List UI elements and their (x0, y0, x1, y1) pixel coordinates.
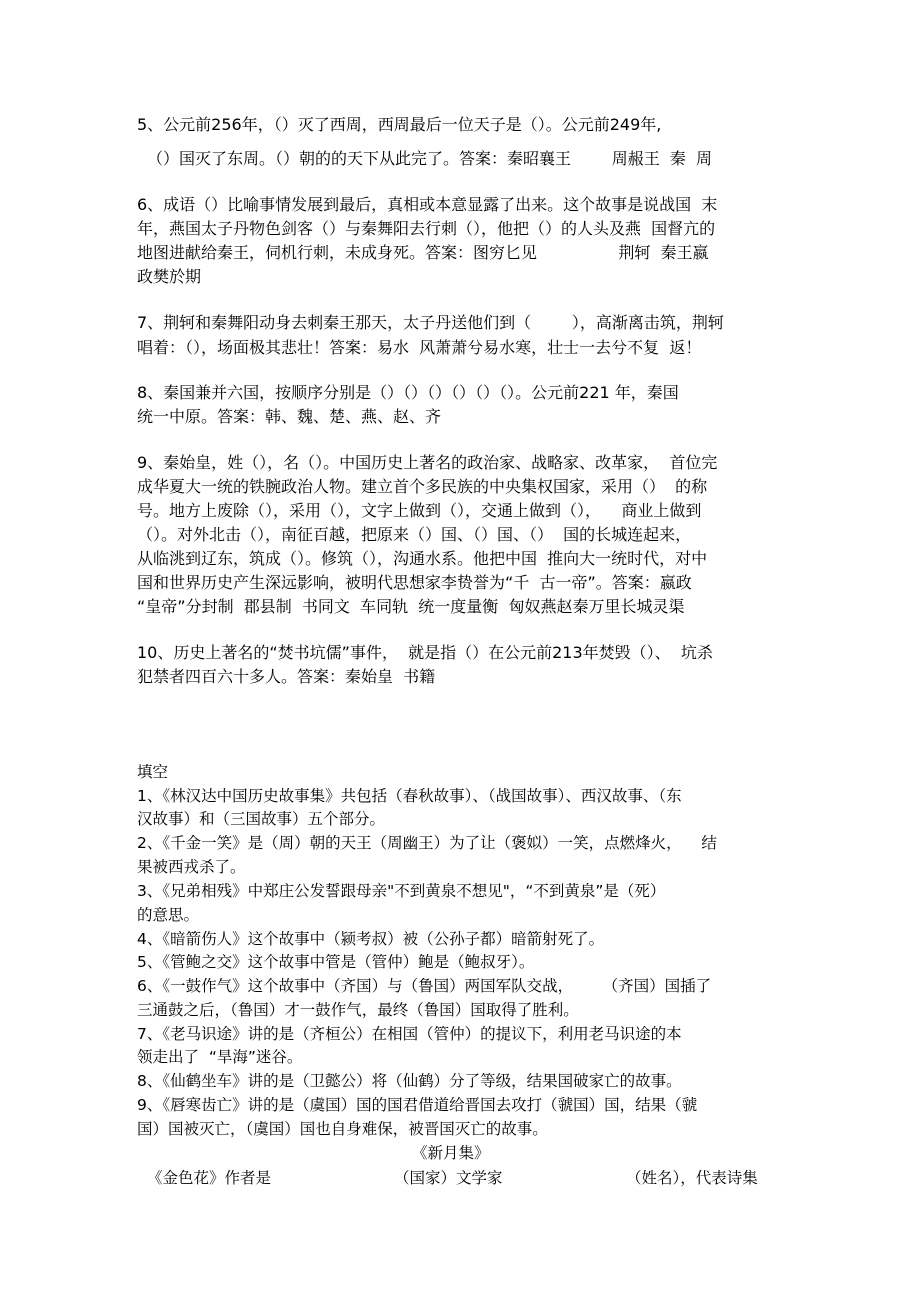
fill-line-5: 3、《兄弟相残》中郑庄公发誓跟母亲"不到黄泉不想见"，“不到黄泉”是（死） (137, 882, 666, 900)
q10-line-2: 犯禁者四百六十多人。答案：秦始皇 书籍 (137, 667, 436, 686)
q9-line-1: 9、秦始皇，姓（），名（）。中国历史上著名的政治家、战略家、改革家， 首位完 (137, 453, 718, 472)
q8-line-1: 8、秦国兼并六国，按顺序分别是（）（）（）（）（）（）。公元前221 年，秦国 (137, 383, 679, 402)
fill-line-13: 8、《仙鹤坐车》讲的是（卫懿公）将（仙鹤）分了等级，结果国破家亡的故事。 (137, 1072, 682, 1090)
last-line-part-2: （国家）文学家 (394, 1169, 503, 1187)
last-line-part-3: （姓名），代表诗集 (626, 1169, 758, 1187)
q6-line-2: 年，燕国太子丹物色剑客（）与秦舞阳去行刺（），他把（）的人头及燕 国督亢的 (137, 219, 716, 238)
q9-line-6: 国和世界历史产生深远影响，被明代思想家李贽誉为“千 古一帝”。答案：嬴政 (137, 573, 692, 592)
fill-line-8: 5、《管鲍之交》这个故事中管是（管仲）鲍是（鲍叔牙）。 (137, 953, 535, 971)
last-line-part-1: 《金色花》作者是 (147, 1169, 272, 1187)
fill-line-2: 汉故事）和（三国故事）五个部分。 (137, 810, 386, 828)
fill-line-3: 2、《千金一笑》是（周）朝的天王（周幽王）为了让（褒姒）一笑，点燃烽火， 结 (137, 834, 717, 852)
fill-line-11: 7、《老马识途》讲的是（齐桓公）在相国（管仲）的提议下，利用老马识途的本 (137, 1025, 682, 1043)
fill-line-4: 果被西戎杀了。 (137, 858, 246, 876)
centered-title: 《新月集》 (412, 1144, 490, 1162)
q6-line-3: 地图进献给秦王，伺机行刺，未成身死。答案：图穷匕见 荆轲 秦王嬴 (137, 243, 709, 262)
q6-line-4: 政樊於期 (137, 267, 202, 286)
q10-line-1: 10、历史上著名的“焚书坑儒”事件， 就是指（）在公元前213年焚毁（）、 坑杀 (137, 643, 713, 662)
q7-line-2: 唱着：（），场面极其悲壮！答案：易水 风萧萧兮易水寒，壮士一去兮不复 返！ (137, 338, 702, 357)
q9-line-7: “皇帝”分封制 郡县制 书同文 车同轨 统一度量衡 匈奴燕赵秦万里长城灵渠 (137, 597, 685, 616)
fill-line-12: 领走出了 “旱海”迷谷。 (137, 1048, 303, 1066)
q9-line-5: 从临洮到辽东，筑成（）。修筑（），沟通水系。他把中国 推向大一统时代，对中 (137, 549, 708, 568)
q7-line-1: 7、荆轲和秦舞阳动身去刺秦王那天，太子丹送他们到（ ），高渐离击筑，荆轲 (137, 313, 724, 332)
fill-line-15: 国）国被灭亡，（虞国）国也自身难保，被晋国灭亡的故事。 (137, 1120, 548, 1138)
q9-line-4: （）。对外北击（），南征百越，把原来（）国、（）国、（） 国的长城连起来， (137, 525, 692, 544)
fill-line-1: 1、《林汉达中国历史故事集》共包括（春秋故事）、（战国故事）、西汉故事、（东 (137, 787, 682, 805)
q5-line-1: 5、公元前256年，（）灭了西周，西周最后一位天子是（）。公元前249年, (137, 115, 662, 134)
fill-line-14: 9、《唇寒齿亡》讲的是（虞国）国的国君借道给晋国去攻打（虢国）国，结果（虢 (137, 1096, 698, 1114)
section-heading: 填空 (137, 763, 169, 781)
fill-line-6: 的意思。 (137, 906, 200, 924)
q5-line-2: （）国灭了东周。（）朝的的天下从此完了。答案：秦昭襄王 周赧王 秦 周 (147, 149, 713, 168)
fill-line-7: 4、《暗箭伤人》这个故事中（颍考叔）被（公孙子都）暗箭射死了。 (137, 930, 605, 948)
q9-line-3: 号。地方上废除（），采用（），文字上做到（），交通上做到（）， 商业上做到 (137, 501, 702, 520)
fill-line-10: 三通鼓之后，（鲁国）才一鼓作气，最终（鲁国）国取得了胜利。 (137, 1001, 579, 1019)
q9-line-2: 成华夏大一统的铁腕政治人物。建立首个多民族的中央集权国家，采用（） 的称 (137, 477, 708, 496)
q6-line-1: 6、成语（）比喻事情发展到最后，真相或本意显露了出来。这个故事是说战国 末 (137, 195, 718, 214)
q8-line-2: 统一中原。答案：韩、魏、楚、燕、赵、齐 (137, 407, 442, 426)
fill-line-9: 6、《一鼓作气》这个故事中（齐国）与（鲁国）两国军队交战， （齐国）国插了 (137, 977, 712, 995)
